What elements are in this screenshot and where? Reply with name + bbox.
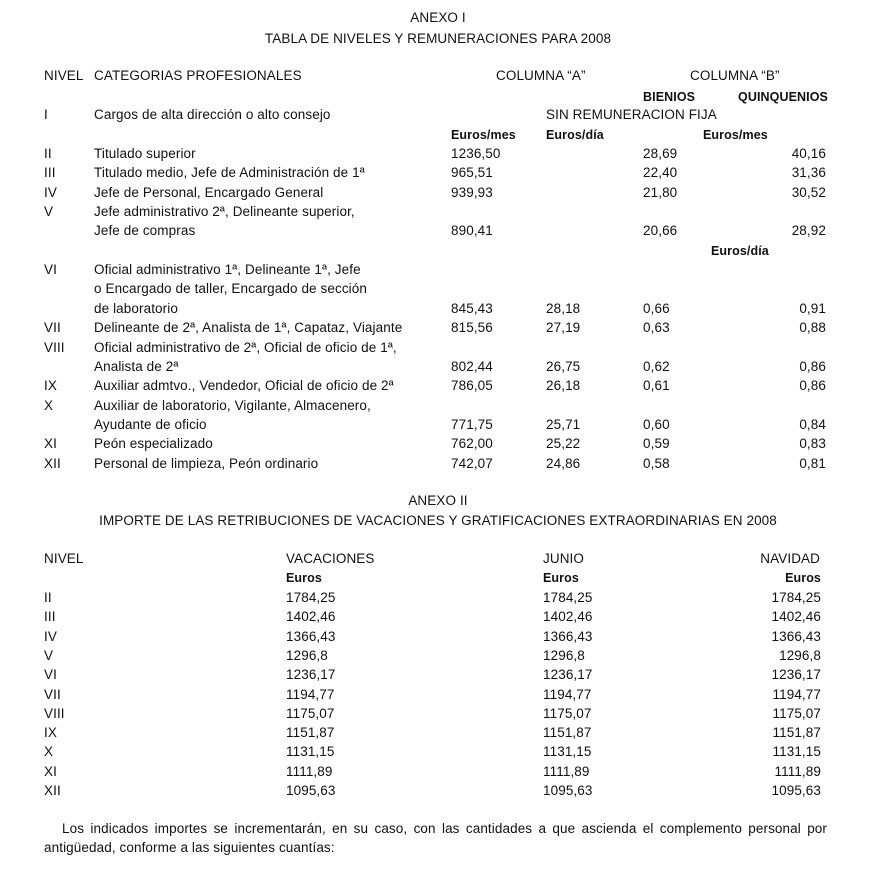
row-quinquenios: 0,88: [799, 320, 826, 336]
anexo1-header-nivel: NIVEL: [44, 68, 84, 83]
anexo1-unit-euros-dia-b: Euros/día: [711, 243, 769, 258]
row-nivel: III: [44, 609, 56, 625]
row-categoria: Jefe de Personal, Encargado General: [94, 184, 324, 200]
row-categoria: o Encargado de taller, Encargado de sección: [94, 281, 367, 297]
row-euros-dia: 26,18: [546, 378, 581, 394]
row-vacaciones: 1095,63: [286, 783, 336, 798]
anexo1-title: TABLA DE NIVELES Y REMUNERACIONES PARA 2008: [264, 31, 612, 46]
row-bienios: 0,58: [643, 455, 670, 471]
row-bienios: 0,62: [643, 358, 670, 374]
row-navidad: 1131,15: [772, 744, 821, 760]
row-euros-dia: 26,75: [546, 358, 581, 374]
row-vacaciones: 1784,25: [286, 590, 336, 605]
anexo1-row-i-note: SIN REMUNERACION FIJA: [546, 107, 717, 122]
row-nivel: XI: [44, 763, 57, 779]
anexo2-header-junio: JUNIO: [543, 551, 584, 566]
row-junio: 1784,25: [543, 590, 593, 605]
row-categoria: Personal de limpieza, Peón ordinario: [94, 455, 319, 471]
row-categoria: Auxiliar de laboratorio, Vigilante, Almacenero,: [94, 397, 371, 413]
row-euros-mes: 786,05: [451, 378, 493, 394]
anexo1-unit-euros-mes-b: Euros/mes: [703, 128, 768, 142]
row-quinquenios: 0,91: [799, 300, 826, 316]
row-categoria: Oficial administrativo de 2ª, Oficial de oficio de 1ª,: [94, 339, 397, 355]
row-bienios: 0,59: [643, 436, 670, 452]
row-nivel: III: [44, 165, 56, 181]
anexo1-header-quinquenios: QUINQUENIOS: [738, 90, 828, 104]
anexo2-header-vacaciones: VACACIONES: [286, 551, 375, 566]
row-quinquenios: 0,83: [799, 436, 826, 452]
row-euros-mes: 742,07: [451, 455, 493, 471]
row-categoria: de laboratorio: [94, 300, 178, 316]
row-nivel: VI: [44, 667, 57, 683]
anexo1-row-i-nivel: I: [44, 107, 48, 122]
row-nivel: II: [44, 146, 52, 161]
row-euros-dia: 24,86: [546, 455, 581, 471]
anexo2-header-nivel: NIVEL: [44, 551, 84, 566]
row-navidad: 1095,63: [771, 783, 821, 798]
row-euros-mes: 939,93: [451, 184, 493, 200]
row-bienios: 28,69: [643, 146, 678, 161]
row-euros-dia: 28,18: [546, 300, 581, 316]
row-nivel: VII: [44, 320, 61, 336]
row-categoria: Jefe administrativo 2ª, Delineante superior,: [94, 204, 355, 220]
row-bienios: 0,61: [643, 378, 670, 394]
row-junio: 1236,17: [543, 667, 593, 683]
row-categoria: Peón especializado: [94, 436, 213, 452]
anexo2-header-navidad: NAVIDAD: [760, 551, 820, 566]
row-vacaciones: 1236,17: [286, 667, 336, 683]
row-junio: 1366,43: [543, 628, 593, 644]
row-quinquenios: 0,86: [799, 358, 826, 374]
row-vacaciones: 1366,43: [286, 628, 336, 644]
row-nivel: VII: [44, 686, 61, 702]
row-navidad: 1194,77: [772, 686, 821, 702]
row-navidad: 1111,89: [774, 763, 821, 779]
row-nivel: VIII: [44, 339, 65, 355]
row-vacaciones: 1402,46: [286, 609, 336, 625]
row-navidad: 1402,46: [771, 609, 821, 625]
row-euros-dia: 25,71: [546, 416, 581, 432]
anexo2-unit-junio: Euros: [543, 571, 579, 585]
anexo1-header-col-a: COLUMNA “A”: [496, 68, 586, 83]
row-quinquenios: 0,84: [799, 416, 826, 432]
row-navidad: 1236,17: [771, 667, 821, 683]
row-junio: 1296,8: [543, 647, 585, 663]
row-quinquenios: 31,36: [791, 165, 826, 181]
row-euros-mes: 815,56: [451, 320, 493, 336]
row-vacaciones: 1296,8: [286, 647, 328, 663]
anexo1-row-i-categoria: Cargos de alta dirección o alto consejo: [94, 107, 331, 122]
row-bienios: 0,66: [643, 300, 670, 316]
row-vacaciones: 1131,15: [286, 744, 335, 760]
row-junio: 1402,46: [543, 609, 593, 625]
row-nivel: V: [44, 204, 54, 220]
row-nivel: IX: [44, 725, 57, 741]
row-navidad: 1151,87: [772, 725, 821, 741]
row-nivel: IV: [44, 628, 57, 644]
anexo2-heading: ANEXO II: [408, 493, 468, 508]
anexo1-header-col-b: COLUMNA “B”: [690, 68, 780, 83]
row-euros-mes: 1236,50: [451, 146, 501, 161]
row-euros-mes: 802,44: [451, 358, 493, 374]
row-vacaciones: 1151,87: [286, 725, 335, 741]
row-euros-mes: 762,00: [451, 436, 493, 452]
row-nivel: XI: [44, 436, 57, 452]
anexo2-unit-navidad: Euros: [785, 571, 821, 585]
row-categoria: Analista de 2ª: [94, 358, 179, 374]
row-nivel: XII: [44, 783, 61, 798]
row-bienios: 20,66: [643, 223, 678, 239]
anexo2-unit-vacaciones: Euros: [286, 571, 322, 585]
row-categoria: Auxiliar admtvo., Vendedor, Oficial de oficio de 2ª: [94, 378, 394, 394]
row-nivel: V: [44, 647, 54, 663]
anexo1-unit-euros-dia: Euros/día: [546, 128, 604, 142]
row-euros-mes: 771,75: [451, 416, 493, 432]
anexo1-header-categorias: CATEGORIAS PROFESIONALES: [94, 68, 302, 83]
row-vacaciones: 1194,77: [286, 686, 335, 702]
row-nivel: XII: [44, 455, 61, 471]
row-categoria: Oficial administrativo 1ª, Delineante 1ª, Jefe: [94, 262, 361, 278]
row-junio: 1194,77: [543, 686, 592, 702]
row-navidad: 1784,25: [771, 590, 821, 605]
row-nivel: II: [44, 590, 52, 605]
anexo2-title: IMPORTE DE LAS RETRIBUCIONES DE VACACIONES Y GRATIFICACIONES EXTRAORDINARIAS EN 2008: [99, 513, 777, 528]
row-quinquenios: 0,81: [799, 455, 826, 471]
row-nivel: VI: [44, 262, 57, 278]
row-categoria: Titulado superior: [94, 146, 196, 161]
row-bienios: 0,60: [643, 416, 670, 432]
row-nivel: VIII: [44, 705, 65, 721]
anexo1-header-bienios: BIENIOS: [643, 90, 696, 104]
row-quinquenios: 28,92: [791, 223, 826, 239]
row-euros-mes: 890,41: [451, 223, 493, 239]
row-quinquenios: 30,52: [791, 184, 826, 200]
row-navidad: 1175,07: [772, 705, 821, 721]
row-junio: 1095,63: [543, 783, 593, 798]
row-junio: 1131,15: [543, 744, 592, 760]
row-euros-mes: 965,51: [451, 165, 493, 181]
row-categoria: Ayudante de oficio: [94, 416, 207, 432]
row-junio: 1175,07: [543, 705, 592, 721]
row-euros-dia: 25,22: [546, 436, 581, 452]
anexo1-unit-euros-mes: Euros/mes: [451, 128, 516, 142]
footer-paragraph: Los indicados importes se incrementarán, en su caso, con las cantidades a que ascienda el complemento personal por antigüedad, conforme a las siguientes cuantías:: [44, 821, 827, 855]
row-quinquenios: 0,86: [799, 378, 826, 394]
row-bienios: 21,80: [643, 184, 678, 200]
row-categoria: Titulado medio, Jefe de Administración de 1ª: [94, 165, 365, 181]
row-euros-dia: 27,19: [546, 320, 581, 336]
row-junio: 1151,87: [543, 725, 592, 741]
row-vacaciones: 1175,07: [286, 705, 335, 721]
row-navidad: 1366,43: [771, 628, 821, 644]
row-junio: 1111,89: [543, 763, 590, 779]
anexo1-heading: ANEXO I: [410, 10, 466, 25]
row-bienios: 22,40: [643, 165, 678, 181]
row-vacaciones: 1111,89: [286, 763, 333, 779]
row-categoria: Jefe de compras: [94, 223, 196, 239]
row-nivel: X: [44, 744, 54, 760]
row-categoria: Delineante de 2ª, Analista de 1ª, Capataz, Viajante: [94, 320, 403, 336]
row-euros-mes: 845,43: [451, 300, 493, 316]
row-quinquenios: 40,16: [791, 146, 826, 161]
row-nivel: IX: [44, 378, 57, 394]
row-nivel: IV: [44, 184, 57, 200]
row-navidad: 1296,8: [779, 647, 821, 663]
row-nivel: X: [44, 397, 54, 413]
row-bienios: 0,63: [643, 320, 670, 336]
